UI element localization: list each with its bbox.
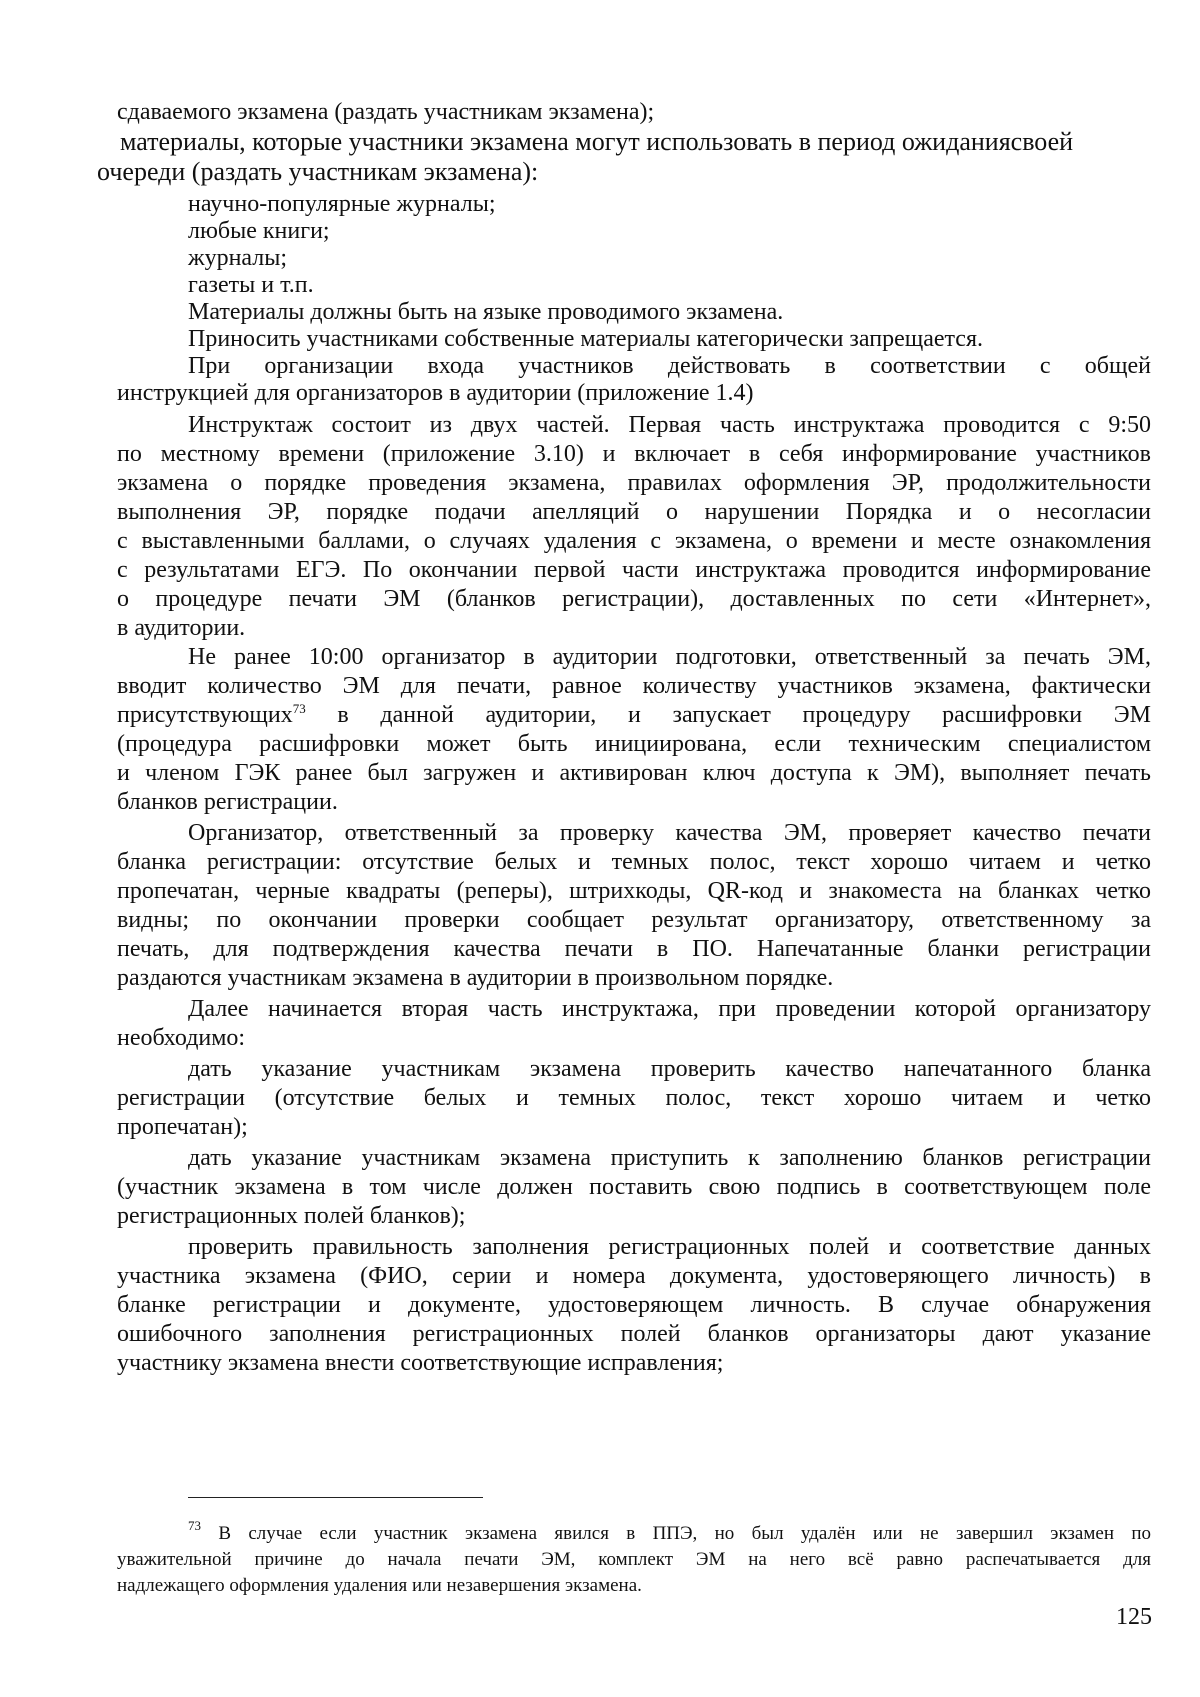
text-line: регистрационных полей бланков); [117,1203,466,1229]
text-line: участнику экзамена внести соответствующие исправления; [117,1350,724,1376]
footnote-mark: 73 [188,1518,201,1533]
text-line: Приносить участниками собственные материалы категорически запрещается. [188,326,983,352]
footnote-fragment: В случае если участник экзамена явился в ППЭ, но был удалён или не завершил экзамен по [201,1523,1151,1544]
text-line: о процедуре печати ЭМ (бланков регистрации), доставленных по сети «Интернет», [117,586,1151,612]
text-line: регистрации (отсутствие белых и темных полос, текст хорошо читаем и четко [117,1085,1151,1111]
text-line: в аудитории. [117,615,246,641]
text-line: пропечатан); [117,1114,248,1140]
footnote-text: надлежащего оформления удаления или незавершения экзамена. [117,1575,642,1596]
text-line: с выставленными баллами, о случаях удаления с экзамена, о времени и месте ознакомления [117,528,1151,554]
text-line: бланка регистрации: отсутствие белых и темных полос, текст хорошо читаем и четко [117,849,1151,875]
list-item: научно-популярные журналы; [188,191,496,217]
text-fragment: присутствующих [117,702,293,728]
text-line: При организации входа участников действовать в соответствии с общей [188,353,1151,379]
footnote-reference[interactable]: 73 [292,701,306,716]
footnote-text: уважительной причине до начала печати ЭМ, комплект ЭМ на него всё равно распечатывается для [117,1549,1151,1570]
text-line: бланке регистрации и документе, удостоверяющем личность. В случае обнаружения [117,1292,1151,1318]
text-line: проверить правильность заполнения регистрационных полей и соответствие данных [188,1234,1151,1260]
text-line: Материалы должны быть на языке проводимого экзамена. [188,299,784,325]
text-line: материалы, которые участники экзамена могут использовать в период ожиданиясвоей [120,127,1074,156]
footnote-separator [188,1497,483,1498]
text-line: Организатор, ответственный за проверку качества ЭМ, проверяет качество печати [188,820,1151,846]
text-line: пропечатан, черные квадраты (реперы), штрихкоды, QR-код и знакоместа на бланках четко [117,878,1151,904]
text-line: Далее начинается вторая часть инструктажа, при проведении которой организатору [188,996,1151,1022]
text-line-with-footnote-ref [117,700,1151,730]
text-line: выполнения ЭР, порядке подачи апелляций о нарушении Порядка и о несогласии [117,499,1151,525]
text-line: необходимо: [117,1025,246,1051]
text-line: бланков регистрации. [117,789,338,815]
text-line: (участник экзамена в том числе должен поставить свою подпись в соответствующем поле [117,1174,1151,1200]
text-line: дать указание участникам экзамена приступить к заполнению бланков регистрации [188,1145,1151,1171]
text-line: участника экзамена (ФИО, серии и номера документа, удостоверяющего личность) в [117,1263,1151,1289]
text-line: вводит количество ЭМ для печати, равное количеству участников экзамена, фактически [117,673,1151,699]
text-line: Инструктаж состоит из двух частей. Первая часть инструктажа проводится с 9:50 [188,412,1151,438]
text-line: очереди (раздать участникам экзамена): [97,157,539,186]
footnote-text [188,1518,1151,1547]
text-line: по местному времени (приложение 3.10) и включает в себя информирование участников [117,441,1151,467]
text-line: (процедура расшифровки может быть инициирована, если техническим специалистом [117,731,1151,757]
text-line: с результатами ЕГЭ. По окончании первой части инструктажа проводится информирование [117,557,1151,583]
text-line: дать указание участникам экзамена проверить качество напечатанного бланка [188,1056,1151,1082]
text-fragment: в данной аудитории, и запускает процедуру расшифровки ЭМ [305,702,1151,728]
list-item: любые книги; [188,218,330,244]
text-line: экзамена о порядке проведения экзамена, правилах оформления ЭР, продолжительности [117,470,1151,496]
page-number: 125 [1116,1604,1152,1630]
text-line: Не ранее 10:00 организатор в аудитории подготовки, ответственный за печать ЭМ, [188,644,1151,670]
text-line: и членом ГЭК ранее был загружен и активирован ключ доступа к ЭМ), выполняет печать [117,760,1151,786]
list-item: журналы; [188,245,288,271]
text-line: ошибочного заполнения регистрационных полей бланков организаторы дают указание [117,1321,1151,1347]
text-line: раздаются участникам экзамена в аудитории в произвольном порядке. [117,965,834,991]
text-line: видны; по окончании проверки сообщает результат организатору, ответственному за [117,907,1151,933]
text-line: сдаваемого экзамена (раздать участникам экзамена); [117,99,655,125]
text-line: инструкцией для организаторов в аудитории (приложение 1.4) [117,380,754,406]
text-line: печать, для подтверждения качества печати в ПО. Напечатанные бланки регистрации [117,936,1151,962]
list-item: газеты и т.п. [188,272,314,298]
